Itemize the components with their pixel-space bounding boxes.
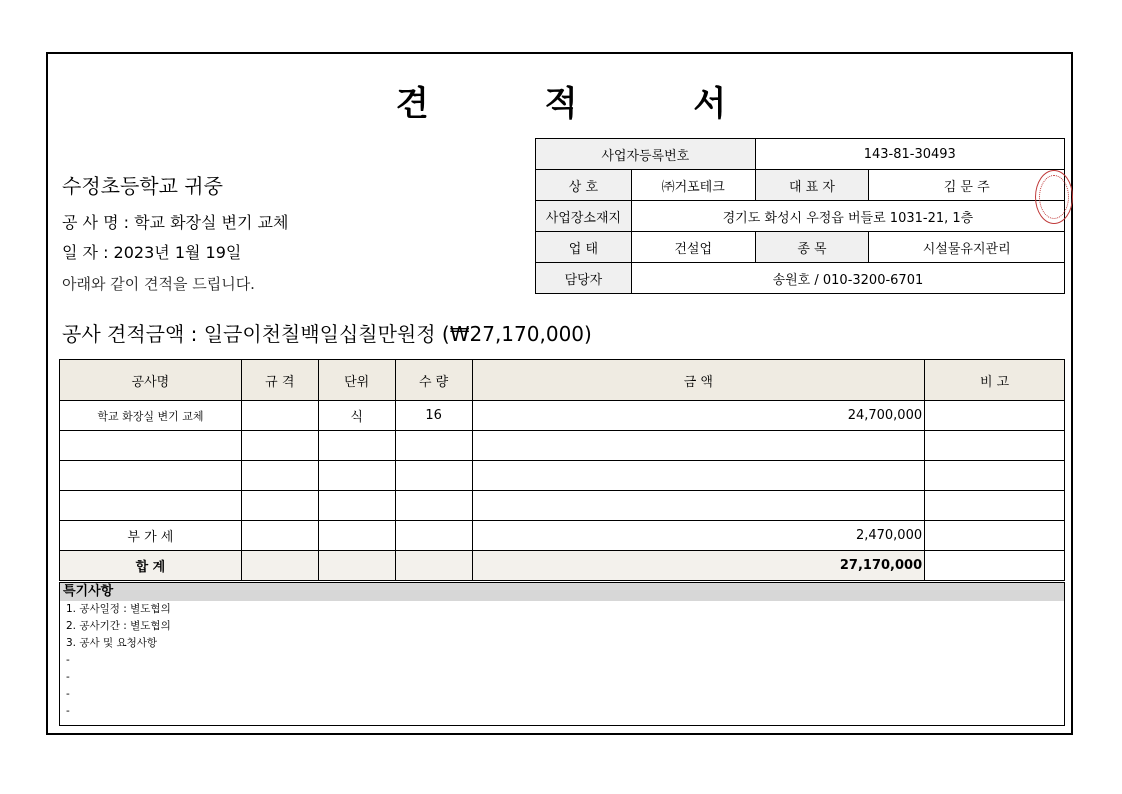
special-notes [59,582,1065,726]
business-type-value: 건설업 [631,232,755,263]
ceo-label: 대 표 자 [755,170,869,201]
item-unit [318,431,395,461]
total-label: 합 계 [60,551,242,581]
item-note [925,461,1065,491]
company-seal-icon [1035,170,1073,224]
item-spec [241,401,318,431]
item-qty [395,461,472,491]
vat-row [60,521,1065,551]
business-info-table [535,138,1065,294]
reg-number-value: 143-81-30493 [755,139,1064,170]
work-date: 일 자 : 2023년 1월 19일 [62,243,242,262]
document-title: 견 적 서 [395,84,779,124]
address-value: 경기도 화성시 우정읍 버들로 1031-21, 1층 [631,201,1064,232]
item-spec [241,431,318,461]
column-header: 규 격 [241,360,318,401]
notes-line: - [66,688,70,700]
item-unit: 식 [318,401,395,431]
total-amount: 27,170,000 [472,551,925,581]
table-row [60,401,1065,431]
vat-amount: 2,470,000 [472,521,925,551]
item-spec [241,461,318,491]
notes-line: 1. 공사일정 : 별도협의 [66,603,171,615]
company-name-label: 상 호 [536,170,632,201]
item-name [60,491,242,521]
notes-line: - [66,705,70,717]
column-header: 단위 [318,360,395,401]
total-row [60,551,1065,581]
table-row [60,461,1065,491]
items-table [59,359,1065,581]
item-spec [241,491,318,521]
item-name: 학교 화장실 변기 교체 [60,401,242,431]
table-row [60,431,1065,461]
contact-label: 담당자 [536,263,632,294]
item-amount [472,431,925,461]
item-qty: 16 [395,401,472,431]
item-name [60,461,242,491]
greeting: 아래와 같이 견적을 드립니다. [62,275,255,293]
contact-value: 송원호 / 010-3200-6701 [631,263,1064,294]
notes-line: - [66,671,70,683]
business-type-label: 업 태 [536,232,632,263]
column-header: 수 량 [395,360,472,401]
notes-line: 3. 공사 및 요청사항 [66,637,158,649]
item-note [925,401,1065,431]
column-header: 공사명 [60,360,242,401]
vat-label: 부 가 세 [60,521,242,551]
item-amount [472,491,925,521]
column-header: 비 고 [925,360,1065,401]
work-name: 공 사 명 : 학교 화장실 변기 교체 [62,213,289,232]
notes-line: - [66,654,70,666]
item-qty [395,431,472,461]
column-header: 금 액 [472,360,925,401]
item-note [925,491,1065,521]
item-unit [318,491,395,521]
item-unit [318,461,395,491]
ceo-value: 김 문 주 [869,170,1065,201]
address-label: 사업장소재지 [536,201,632,232]
business-item-label: 종 목 [755,232,869,263]
total-estimate-line: 공사 견적금액 : 일금이천칠백일십칠만원정 (₩27,170,000) [62,322,592,346]
item-amount [472,461,925,491]
item-qty [395,491,472,521]
company-name-value: ㈜거포테크 [631,170,755,201]
reg-number-label: 사업자등록번호 [536,139,756,170]
notes-line: 2. 공사기간 : 별도협의 [66,620,171,632]
item-name [60,431,242,461]
notes-header: 특기사항 [60,583,1064,601]
recipient: 수정초등학교 귀중 [62,174,223,198]
item-note [925,431,1065,461]
table-row [60,491,1065,521]
item-amount: 24,700,000 [472,401,925,431]
business-item-value: 시설물유지관리 [869,232,1065,263]
